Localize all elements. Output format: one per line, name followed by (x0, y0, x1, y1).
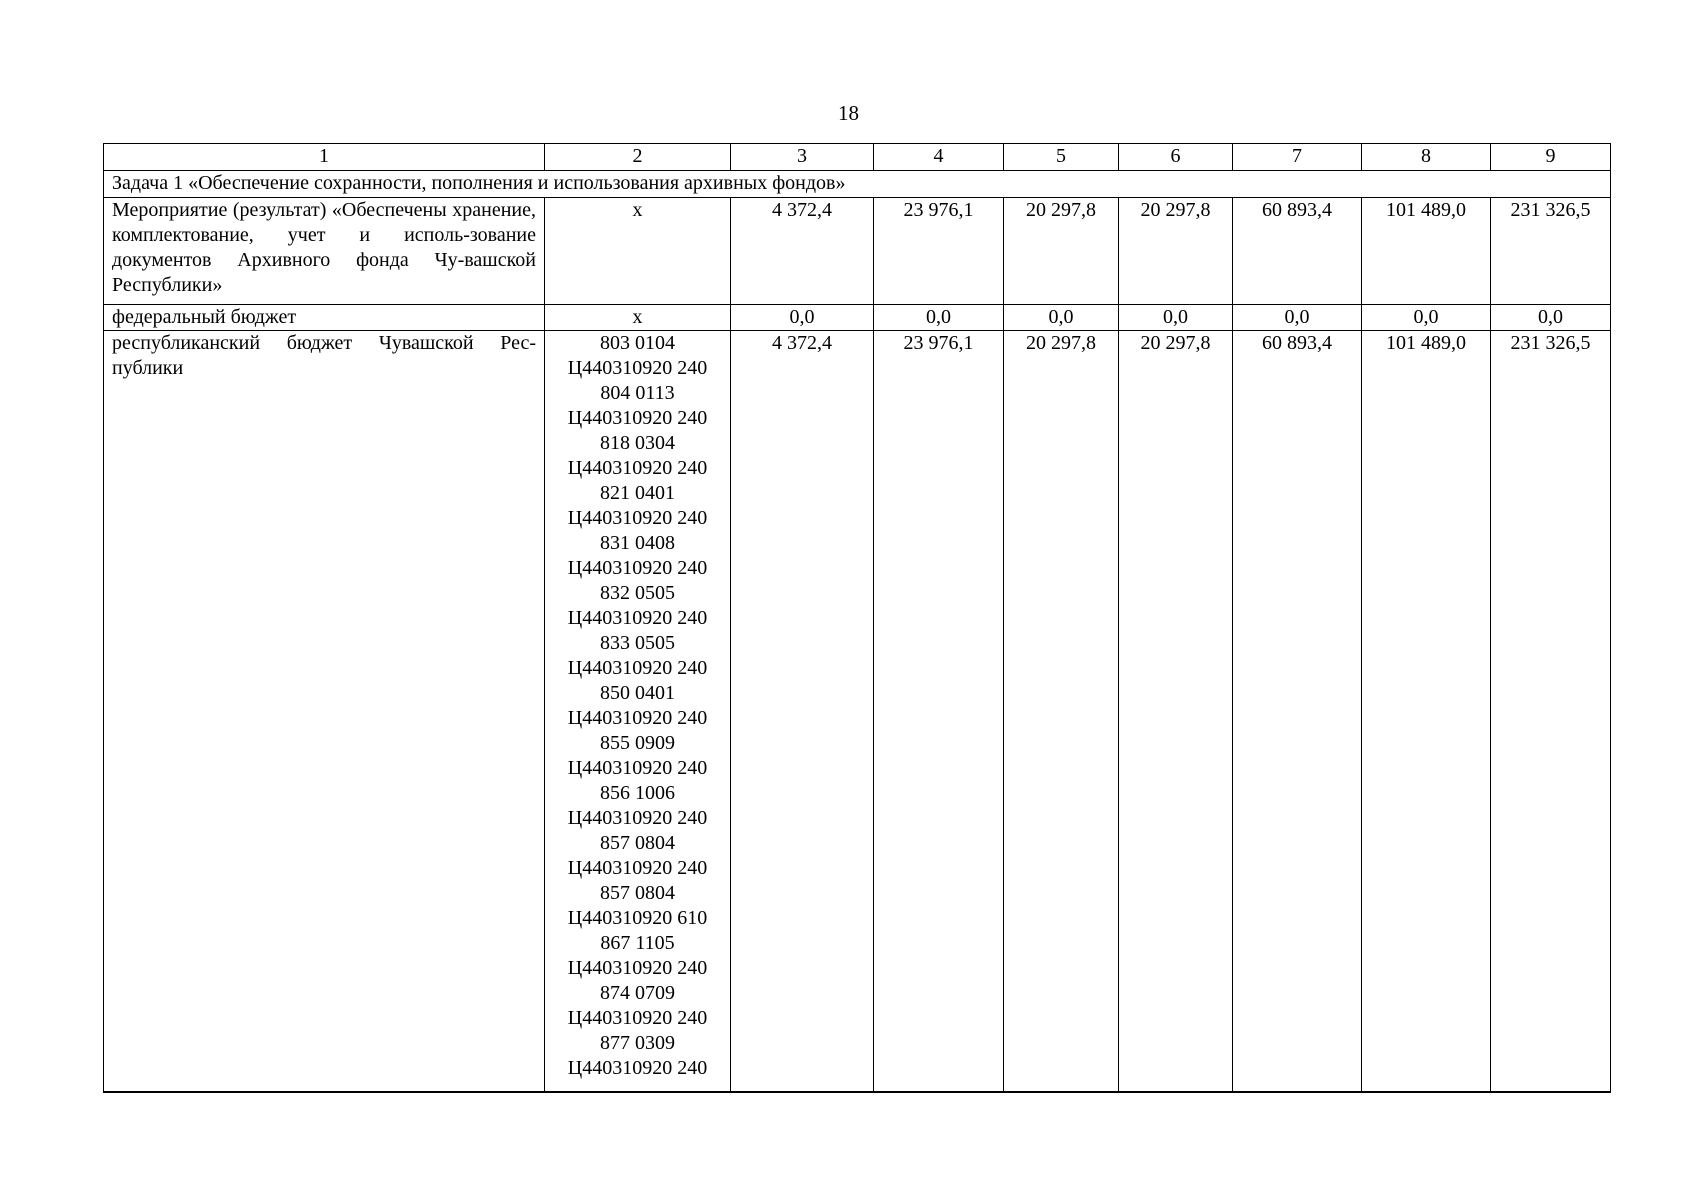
budget-code: 831 0408 (600, 532, 675, 554)
federal-budget-value: 0,0 (1491, 305, 1611, 331)
budget-code: Ц440310920 240 (567, 507, 708, 529)
republican-budget-value: 101 489,0 (1362, 331, 1491, 1093)
column-header: 5 (1004, 144, 1119, 171)
budget-code: Ц440310920 240 (567, 1007, 708, 1029)
budget-code: 850 0401 (600, 682, 675, 704)
budget-code: 818 0304 (600, 432, 675, 454)
event-value: 101 489,0 (1362, 198, 1491, 305)
event-value: 4 372,4 (731, 198, 874, 305)
budget-code: 877 0309 (600, 1032, 675, 1054)
event-name: Мероприятие (результат) «Обеспечены хранение, комплектование, учет и исполь-зование документов Архивного фонда Чу-вашской Республики» (104, 198, 545, 305)
federal-budget-value: 0,0 (874, 305, 1004, 331)
budget-code: Ц440310920 240 (567, 807, 708, 829)
budget-code: 833 0505 (600, 632, 675, 654)
budget-classification-codes (545, 331, 731, 1093)
column-header: 6 (1119, 144, 1233, 171)
event-row (104, 198, 1611, 305)
event-value: 231 326,5 (1491, 198, 1611, 305)
column-header: 9 (1491, 144, 1611, 171)
budget-code: 857 0804 (600, 882, 675, 904)
budget-code: Ц440310920 240 (567, 657, 708, 679)
column-header: 7 (1233, 144, 1362, 171)
republican-budget-value: 20 297,8 (1004, 331, 1119, 1093)
federal-budget-value: 0,0 (1233, 305, 1362, 331)
federal-budget-value: 0,0 (1119, 305, 1233, 331)
budget-code: Ц440310920 240 (567, 407, 708, 429)
republican-budget-value: 20 297,8 (1119, 331, 1233, 1093)
budget-table (103, 143, 1611, 1093)
federal-budget-value: 0,0 (731, 305, 874, 331)
column-header: 3 (731, 144, 874, 171)
budget-code: 855 0909 (600, 732, 675, 754)
republican-budget-name: республиканский бюджет Чувашской Рес-публики (104, 331, 545, 1093)
task-row (104, 171, 1611, 198)
budget-code: 804 0113 (600, 382, 675, 404)
page-number: 18 (838, 101, 859, 125)
column-header: 2 (545, 144, 731, 171)
federal-budget-row (104, 305, 1611, 331)
task-title: Задача 1 «Обеспечение сохранности, пополнения и использования архивных фондов» (104, 171, 1611, 198)
budget-code: Ц440310920 240 (567, 607, 708, 629)
budget-code: 832 0505 (600, 582, 675, 604)
event-value: 20 297,8 (1004, 198, 1119, 305)
republican-budget-value: 231 326,5 (1491, 331, 1611, 1093)
budget-code: Ц440310920 240 (567, 957, 708, 979)
federal-budget-name: федеральный бюджет (104, 305, 545, 331)
event-code: х (545, 198, 731, 305)
republican-budget-value: 23 976,1 (874, 331, 1004, 1093)
event-value: 60 893,4 (1233, 198, 1362, 305)
budget-code: 874 0709 (600, 982, 675, 1004)
column-header-row (104, 144, 1611, 171)
budget-code: Ц440310920 240 (567, 357, 708, 379)
budget-code: 821 0401 (600, 482, 675, 504)
budget-code: Ц440310920 240 (567, 557, 708, 579)
event-value: 23 976,1 (874, 198, 1004, 305)
event-value: 20 297,8 (1119, 198, 1233, 305)
column-header: 4 (874, 144, 1004, 171)
budget-code: Ц440310920 610 (567, 907, 708, 929)
republican-budget-value: 60 893,4 (1233, 331, 1362, 1093)
federal-budget-value: 0,0 (1004, 305, 1119, 331)
column-header: 1 (104, 144, 545, 171)
budget-code: 856 1006 (600, 782, 675, 804)
budget-code: Ц440310920 240 (567, 457, 708, 479)
budget-code: Ц440310920 240 (567, 857, 708, 879)
republican-budget-row (104, 331, 1611, 1093)
budget-code: Ц440310920 240 (567, 1057, 708, 1079)
federal-budget-value: 0,0 (1362, 305, 1491, 331)
federal-budget-code: х (545, 305, 731, 331)
budget-code: 803 0104 (600, 332, 675, 354)
republican-budget-value: 4 372,4 (731, 331, 874, 1093)
column-header: 8 (1362, 144, 1491, 171)
budget-code: Ц440310920 240 (567, 707, 708, 729)
budget-code: 867 1105 (600, 932, 675, 954)
budget-code: 857 0804 (600, 832, 675, 854)
budget-code: Ц440310920 240 (567, 757, 708, 779)
